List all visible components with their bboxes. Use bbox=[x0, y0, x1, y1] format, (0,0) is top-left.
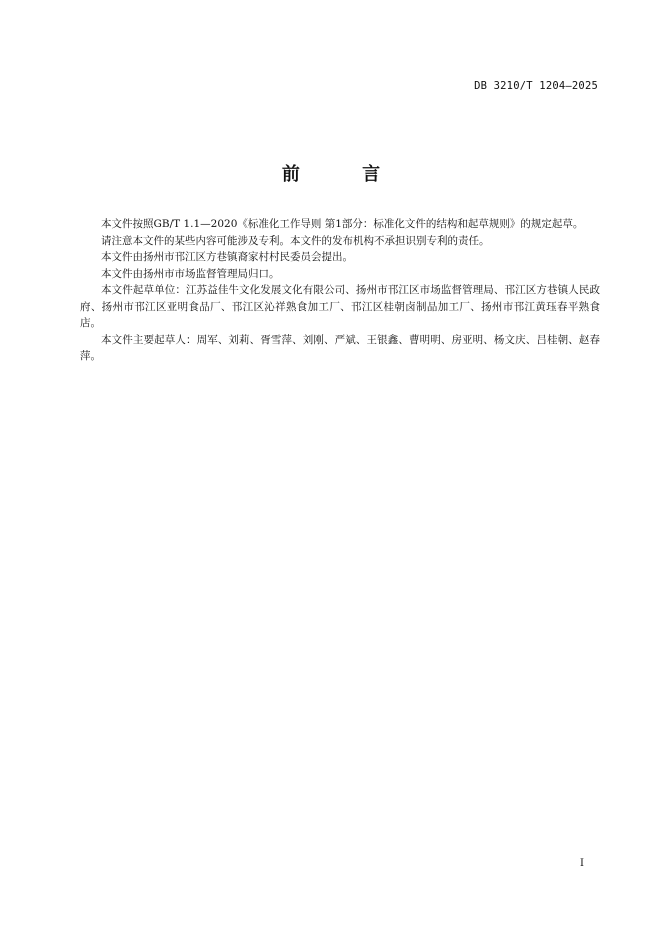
foreword-body bbox=[80, 216, 600, 365]
paragraph-administrator: 本文件由扬州市市场监督管理局归口。 bbox=[101, 267, 280, 280]
paragraph-drafting-rules: 本文件按照GB/T 1.1—2020《标准化工作导则 第1部分：标准化文件的结构和起草规则》的规定起草。 bbox=[101, 218, 584, 230]
document-code: DB 3210/T 1204—2025 bbox=[474, 80, 598, 92]
paragraph-main-drafters: 本文件主要起草人：周军、刘莉、胥雪萍、刘刚、严斌、王银鑫、曹明明、房亚明、杨文庆、吕桂朝、赵春萍。 bbox=[80, 333, 600, 362]
page-title: 前 言 bbox=[281, 164, 409, 185]
page-number: I bbox=[580, 858, 584, 869]
paragraph-proposer: 本文件由扬州市邗江区方巷镇裔家村村民委员会提出。 bbox=[101, 251, 353, 263]
paragraph-drafting-units: 本文件起草单位：江苏益佳牛文化发展文化有限公司、扬州市邗江区市场监督管理局、邗江区方巷镇人民政府、扬州市邗江区亚明食品厂、邗江区沁祥熟食加工厂、邗江区桂朝卤制品加工厂、扬州市邗江黄珏春平熟食店。 bbox=[80, 284, 600, 329]
paragraph-patent-notice: 请注意本文件的某些内容可能涉及专利。本文件的发布机构不承担识别专利的责任。 bbox=[101, 234, 490, 247]
